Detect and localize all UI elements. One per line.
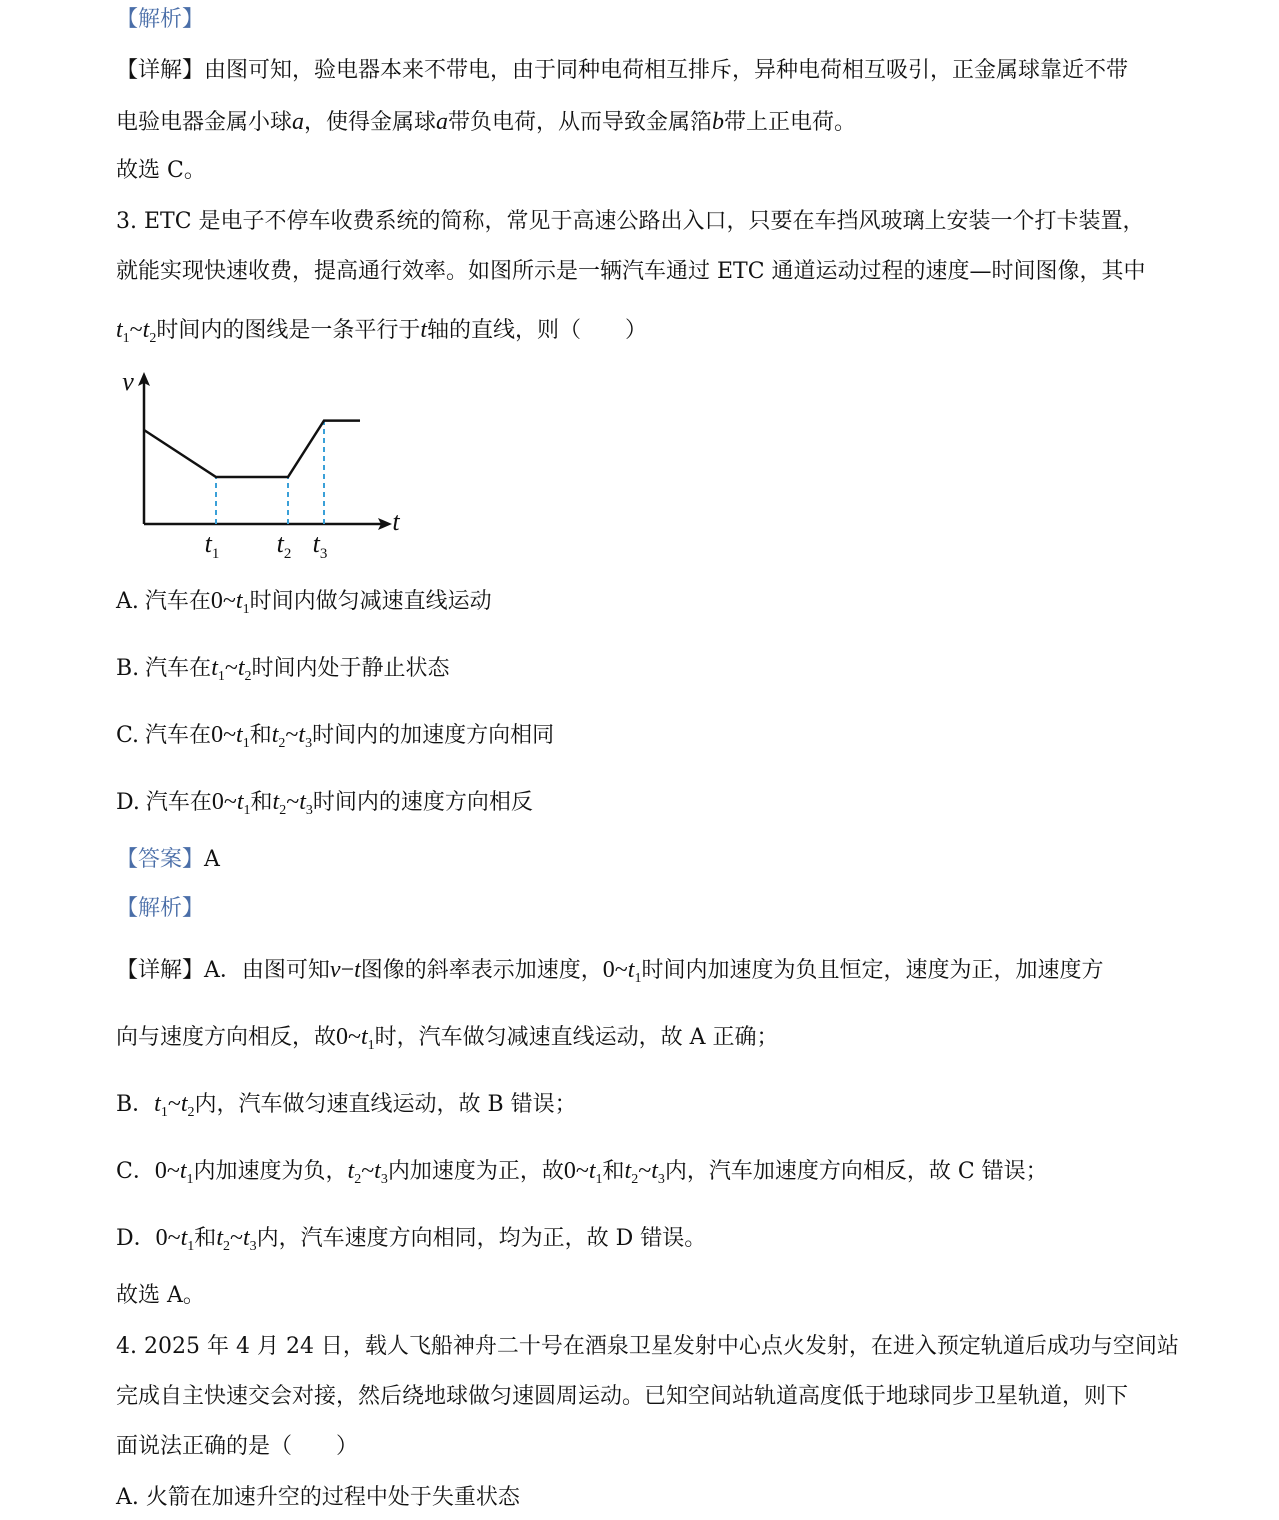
choose-q2: 故选 C。 (116, 158, 206, 183)
q3-answer: 【答案】A (116, 847, 220, 872)
q3-explain-line-4: C．$0\sim t_1$内加速度为负，$t_2\sim t_3$内加速度为正，故$0\sim t_1$和$t_2\sim t_3$内，汽车加速度方向相反，故 C 错误； (116, 1158, 1048, 1187)
q4-stem-line-2: 完成自主快速交会对接，然后绕地球做匀速圆周运动。已知空间站轨道高度低于地球同步卫星轨道，则下 (116, 1384, 1129, 1409)
var-t1: $t_1$ (116, 317, 130, 346)
q3-option-a: A. 汽车在$0\sim t_1$时间内做匀减速直线运动 (116, 588, 492, 617)
q3-explain-line-1: 【详解】A．由图可知v−t图像的斜率表示加速度，$0\sim t_1$时间内加速度为负且恒定，速度为正，加速度方 (116, 957, 1104, 986)
var-t2: $t_2$ (142, 317, 157, 346)
q3-option-c: C. 汽车在$0\sim t_1$和$t_2\sim t_3$时间内的加速度方向相同 (116, 722, 555, 751)
q3-stem-line-2: 就能实现快速收费，提高通行效率。如图所示是一辆汽车通过 ETC 通道运动过程的速度—时间图像，其中 (116, 259, 1146, 284)
tick-label-t3: $t_3$ (312, 529, 328, 562)
q3-explain-line-5: D．$0\sim t_1$和$t_2\sim t_3$内，汽车速度方向相同，均为正，故 D 错误。 (116, 1225, 707, 1254)
detail-line-2-q2: 电验电器金属小球a，使得金属球a带负电荷，从而导致金属箔b带上正电荷。 (116, 109, 857, 135)
q4-stem-line-1: 4. 2025 年 4 月 24 日，载人飞船神舟二十号在酒泉卫星发射中心点火发射，在进入预定轨道后成功与空间站 (116, 1334, 1179, 1359)
q3-explain-line-2: 向与速度方向相反，故$0\sim t_1$时，汽车做匀减速直线运动，故 A 正确； (116, 1024, 779, 1053)
q3-explain-line-3: B．$t_1\sim t_2$内，汽车做匀速直线运动，故 B 错误； (116, 1091, 577, 1120)
q3-analysis-heading: 【解析】 (116, 896, 205, 921)
tick-label-t1: $t_1$ (204, 529, 220, 562)
chart-labels (122, 367, 400, 562)
q3-stem-line-1: 3. ETC 是电子不停车收费系统的简称，常见于高速公路出入口，只要在车挡风玻璃上安装一个打卡装置， (116, 209, 1145, 234)
detail-tag: 【详解】 (116, 58, 205, 83)
q3-choose: 故选 A。 (116, 1283, 205, 1308)
q3-option-d: D. 汽车在$0\sim t_1$和$t_2\sim t_3$时间内的速度方向相反 (116, 789, 533, 818)
q3-option-b: B. 汽车在$t_1\sim t_2$时间内处于静止状态 (116, 655, 450, 684)
y-axis-label: v (122, 367, 134, 396)
velocity-curve (144, 421, 360, 477)
x-axis-label: t (392, 507, 400, 536)
detail-line-1-q2: 【详解】由图可知，验电器本来不带电，由于同种电荷相互排斥，异种电荷相互吸引，正金属球靠近不带 (116, 58, 1129, 83)
q3-stem-line-3: $t_1\sim t_2$时间内的图线是一条平行于t轴的直线，则（ ） (116, 317, 648, 346)
tick-label-t2: $t_2$ (276, 529, 292, 562)
q4-stem-line-3: 面说法正确的是（ ） (116, 1434, 359, 1459)
q4-option-a: A. 火箭在加速升空的过程中处于失重状态 (116, 1485, 520, 1510)
chart-series (144, 421, 360, 478)
vt-chart (116, 366, 400, 566)
analysis-heading-q2: 【解析】 (116, 7, 205, 32)
chart-dashed-lines (216, 421, 324, 524)
